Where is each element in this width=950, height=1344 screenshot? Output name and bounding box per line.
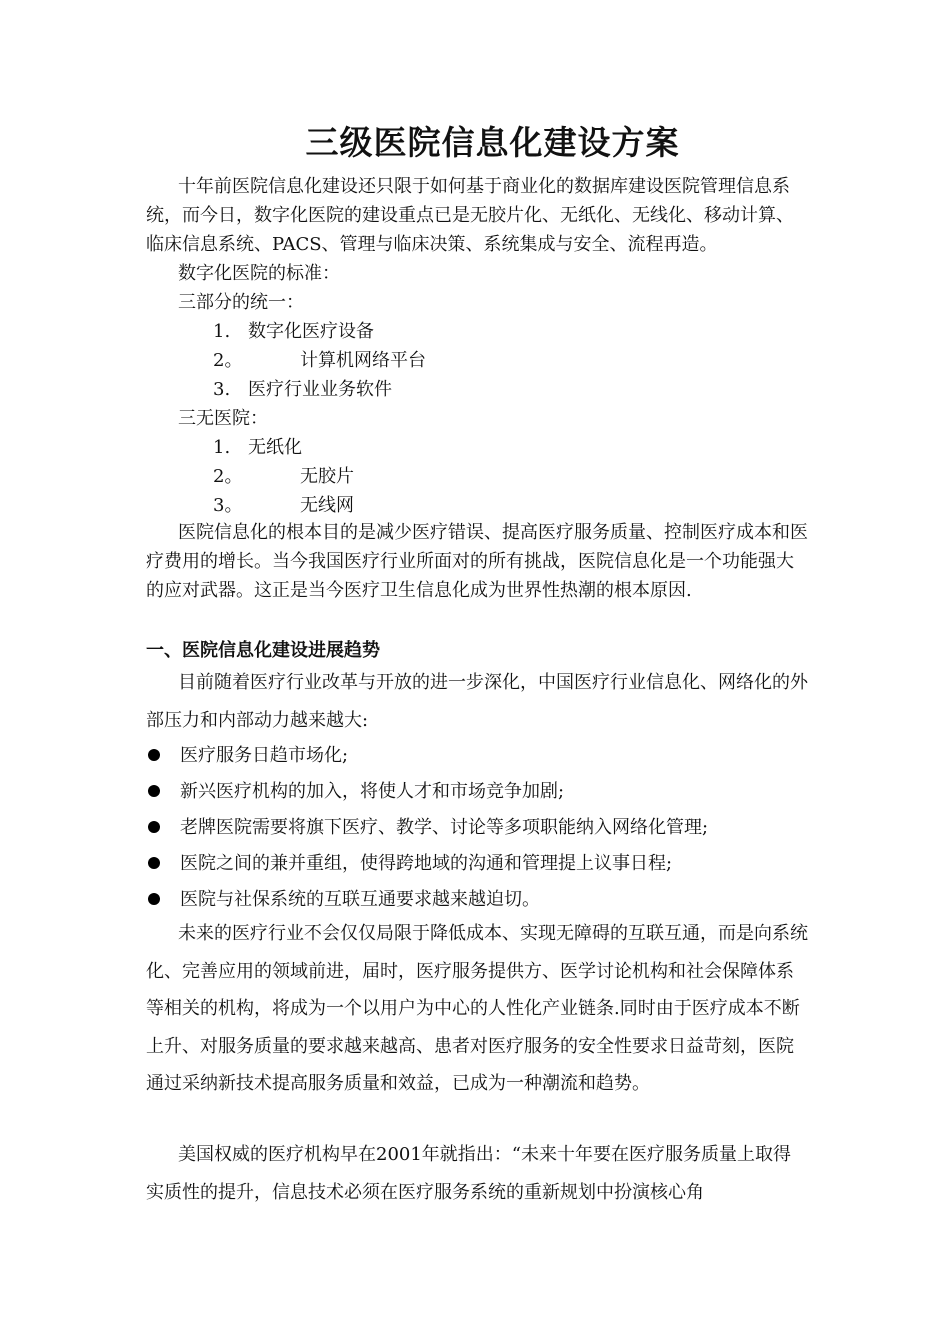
three-no-item-number: 3。 <box>213 495 243 516</box>
bullet-text: 医疗服务日趋市场化; <box>180 745 349 766</box>
document-title: 三级医院信息化建设方案 <box>305 123 680 162</box>
bullet-dot-icon <box>148 785 160 797</box>
purpose-paragraph: 医院信息化的根本目的是减少医疗错误、提高医疗服务质量、控制医疗成本和医疗费用的增长。当今我国医疗行业所面对的所有挑战，医院信息化是一个功能强大的应对武器。这正是当今医疗卫生信息化成为世界性热潮的根本原因. <box>146 522 808 601</box>
unify-item-number: 2。 <box>213 350 243 371</box>
bullet-text: 新兴医疗机构的加入，将使人才和市场竞争加剧; <box>180 781 565 802</box>
bullet-text: 老牌医院需要将旗下医疗、教学、讨论等多项职能纳入网络化管理; <box>180 817 709 838</box>
unify-label: 三部分的统一： <box>178 292 304 313</box>
bullet-item <box>146 881 808 918</box>
bullet-dot-icon <box>148 893 160 905</box>
three-no-item-text: 无胶片 <box>300 466 354 487</box>
intro-paragraph: 十年前医院信息化建设还只限于如何基于商业化的数据库建设医院管理信息系统，而今日，数字化医院的建设重点已是无胶片化、无纸化、无线化、移动计算、临床信息系统、PACS、管理与临床决策、系统集成与安全、流程再造。 <box>146 176 794 255</box>
bullet-item <box>146 845 808 882</box>
bullet-text: 医院之间的兼并重组，使得跨地域的沟通和管理提上议事日程; <box>180 853 673 874</box>
unify-item-text: 医疗行业业务软件 <box>248 379 392 400</box>
unify-item-number: 3. <box>213 379 231 400</box>
section-heading: 一、医院信息化建设进展趋势 <box>146 640 380 661</box>
bullet-dot-icon <box>148 821 160 833</box>
bullet-item <box>146 737 808 774</box>
future-paragraph: 未来的医疗行业不会仅仅局限于降低成本、实现无障碍的互联互通，而是向系统化、完善应用的领域前进，届时，医疗服务提供方、医学讨论机构和社会保障体系等相关的机构，将成为一个以用户为中心的人性化产业链条.同时由于医疗成本不断上升、对服务质量的要求越来越高、患者对医疗服务的安全性要求日益苛刻，医院通过采纳新技术提高服务质量和效益，已成为一种潮流和趋势。 <box>146 923 808 1094</box>
unify-item-number: 1. <box>213 321 231 342</box>
authority-paragraph: 美国权威的医疗机构早在2001年就指出：“未来十年要在医疗服务质量上取得实质性的提升，信息技术必须在医疗服务系统的重新规划中扮演核心角 <box>146 1144 792 1203</box>
bullet-item <box>146 809 808 846</box>
bullet-text: 医院与社保系统的互联互通要求越来越迫切。 <box>180 889 540 910</box>
three-no-item-text: 无纸化 <box>248 437 302 458</box>
three-no-label: 三无医院： <box>178 408 268 429</box>
standard-label: 数字化医院的标准： <box>178 263 340 284</box>
three-no-item-text: 无线网 <box>300 495 354 516</box>
bullet-item <box>146 773 808 810</box>
unify-item-text: 数字化医疗设备 <box>248 321 374 342</box>
unify-item-text: 计算机网络平台 <box>300 350 426 371</box>
section-intro-paragraph: 目前随着医疗行业改革与开放的进一步深化，中国医疗行业信息化、网络化的外部压力和内部动力越来越大: <box>146 672 808 731</box>
bullet-dot-icon <box>148 857 160 869</box>
three-no-item-number: 1. <box>213 437 231 458</box>
three-no-item-number: 2。 <box>213 466 243 487</box>
bullet-dot-icon <box>148 749 160 761</box>
